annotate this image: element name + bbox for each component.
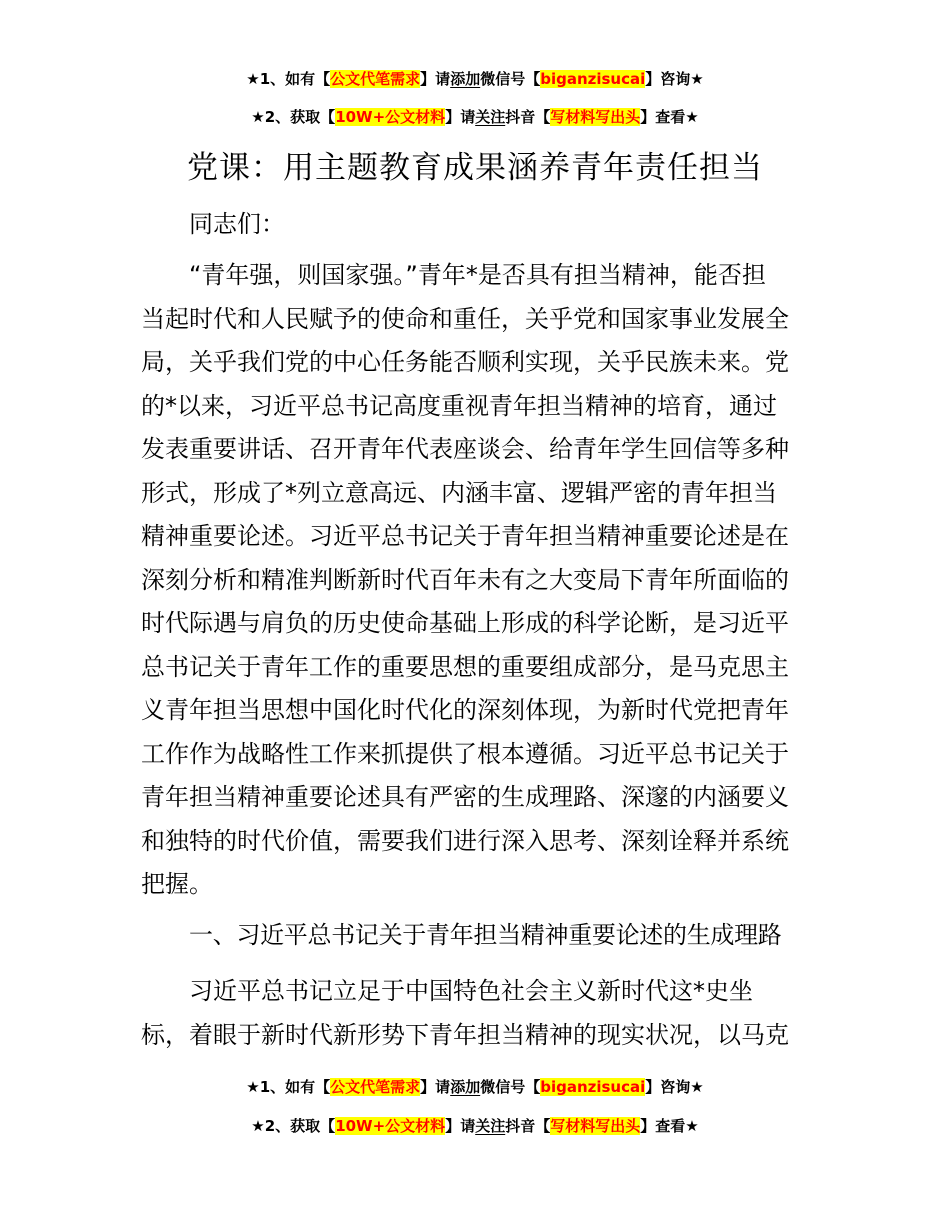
banner-text: 】请 [420, 1078, 451, 1096]
paragraph-line: 时代际遇与肩负的历史使命基础上形成的科学论断，是习近平 [141, 609, 789, 637]
banner-text: ★2、获取【 [251, 1117, 336, 1135]
underlined-add: 添加 [450, 70, 481, 88]
underlined-follow: 关注 [475, 1117, 506, 1135]
banner-text: 】咨询★ [645, 1078, 704, 1096]
banner-text: 抖音【 [505, 108, 551, 126]
banner-text: ★2、获取【 [251, 108, 336, 126]
paragraph-line: 发表重要讲话、召开青年代表座谈会、给青年学生回信等多种 [141, 435, 789, 463]
highlight-ghostwriting: 公文代笔需求 [330, 70, 421, 88]
banner-text: 】请 [420, 70, 451, 88]
paragraph-line: 工作作为战略性工作来抓提供了根本遵循。习近平总书记关于 [141, 739, 789, 768]
paragraph-line: 当起时代和人民赋予的使命和重任，关乎党和国家事业发展全 [141, 304, 789, 333]
banner-text: 】请 [445, 108, 476, 126]
salutation [189, 203, 813, 247]
paragraph-line: 义青年担当思想中国化时代化的深刻体现，为新时代党把青年 [141, 696, 789, 724]
highlight-wechat-id: biganzisucai [540, 70, 646, 88]
banner-text: 微信号【 [480, 70, 541, 88]
banner-text: ★1、如有【 [246, 70, 331, 88]
paragraph-line: 形式，形成了*列立意高远、内涵丰富、逻辑严密的青年担当 [141, 478, 777, 507]
highlight-douyin-account: 写材料写出头 [550, 1117, 641, 1135]
paragraph-line: 和独特的时代价值，需要我们进行深入思考、深刻诠释并系统 [141, 826, 789, 855]
paragraph-line: 局，关乎我们党的中心任务能否顺利实现，关乎民族未来。党 [141, 348, 789, 376]
salutation-text: 同志们： [189, 210, 285, 238]
banner-text: 】请 [445, 1117, 476, 1135]
promo-banner-line-1-footer [0, 1076, 950, 1098]
underlined-follow: 关注 [475, 108, 506, 126]
paragraph-1 [141, 254, 813, 907]
paragraph-line: 的*以来，习近平总书记高度重视青年担当精神的培育，通过 [141, 391, 777, 420]
banner-text: 】查看★ [640, 108, 699, 126]
highlight-ghostwriting: 公文代笔需求 [330, 1078, 421, 1096]
document-title: 党课：用主题教育成果涵养青年责任担当 [187, 150, 763, 186]
highlight-materials: 10W+公文材料 [335, 108, 446, 126]
paragraph-line: 标，着眼于新时代新形势下青年担当精神的现实状况，以马克 [141, 1020, 789, 1049]
banner-text: 抖音【 [505, 1117, 551, 1135]
banner-text: 微信号【 [480, 1078, 541, 1096]
paragraph-line: 习近平总书记立足于中国特色社会主义新时代这*史坐 [189, 977, 753, 1005]
promo-banner-line-2 [0, 106, 950, 128]
promo-banner-line-2-footer [0, 1115, 950, 1137]
promo-banner-line-1 [0, 68, 950, 90]
paragraph-line: 深刻分析和精准判断新时代百年未有之大变局下青年所面临的 [141, 565, 789, 594]
paragraph-2 [141, 970, 813, 1057]
highlight-materials: 10W+公文材料 [335, 1117, 446, 1135]
highlight-douyin-account: 写材料写出头 [550, 108, 641, 126]
banner-text: ★1、如有【 [246, 1078, 331, 1096]
banner-text: 】查看★ [640, 1117, 699, 1135]
paragraph-line: 精神重要论述。习近平总书记关于青年担当精神重要论述是在 [141, 522, 789, 550]
paragraph-line: 青年担当精神重要论述具有严密的生成理路、深邃的内涵要义 [141, 783, 789, 811]
paragraph-line: 总书记关于青年工作的重要思想的重要组成部分，是马克思主 [141, 652, 789, 681]
section-heading-1: 一、习近平总书记关于青年担当精神重要论述的生成理路 [189, 921, 782, 949]
underlined-add: 添加 [450, 1078, 481, 1096]
highlight-wechat-id: biganzisucai [540, 1078, 646, 1096]
paragraph-line: 把握。 [141, 870, 213, 898]
paragraph-line: “青年强，则国家强。”青年*是否具有担当精神，能否担 [189, 261, 766, 289]
banner-text: 】咨询★ [645, 70, 704, 88]
